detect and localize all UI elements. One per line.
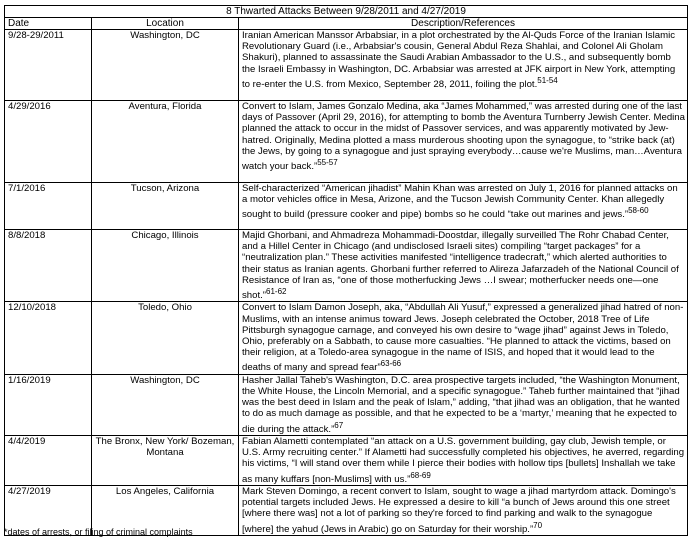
row-location: Toledo, Ohio xyxy=(92,302,239,374)
row-location: Washington, DC xyxy=(92,374,239,435)
row-location: Washington, DC xyxy=(92,30,239,101)
row-date: 4/29/2016 xyxy=(5,101,92,183)
column-header-date: Date xyxy=(5,18,92,30)
row-description: Self-characterized “American jihadist” Mahin Khan was arrested on July 1, 2016 for planned attacks on a motor vehicles office in Mesa, Arizone, and the Tucson Jewish Community Center. Khan allegedly sought to build (pressure cooker and pipe) bombs so he could “take out marines and jews.”$^{58-60}$ xyxy=(239,183,688,230)
row-location: Aventura, Florida xyxy=(92,101,239,183)
reference-superscript: 58-60 xyxy=(628,206,649,216)
row-date: 4/27/2019 xyxy=(5,486,92,536)
column-header-description: Description/References xyxy=(239,18,688,30)
table-title: 8 Thwarted Attacks Between 9/28/2011 and 4/27/2019 xyxy=(5,6,688,18)
reference-superscript: 63-66 xyxy=(380,359,402,369)
row-date: 8/8/2018 xyxy=(5,230,92,302)
row-date: 12/10/2018 xyxy=(5,302,92,374)
reference-superscript: 68-69 xyxy=(410,470,431,480)
row-date: 9/28-29/2011 xyxy=(5,30,92,101)
row-location: Tucson, Arizona xyxy=(92,183,239,230)
row-description: Hasher Jallal Taheb's Washington, D.C. area prospective targets included, “the Washington Monument, the White House, the Lincoln Memorial, and a specific synagogue.” Taheb further maintained that “jihad was the best deed in Islam and the peak of Islam,” adding, “that jihad was an obligation, that he wanted to do as much damage as possible, and that he expected to be a ‘martyr,’ meaning that he expected to die during the attack.”$^{67}$ xyxy=(239,374,688,435)
row-date: 4/4/2019 xyxy=(5,436,92,486)
reference-superscript: 55-57 xyxy=(317,158,338,168)
row-location: Chicago, Illinois xyxy=(92,230,239,302)
row-description: Majid Ghorbani, and Ahmadreza Mohammadi-Doostdar, illegally surveilled The Rohr Chabad Center, and a Hillel Center in Chicago (and undisclosed Israeli sites) compiling “target packages” for a “neutralization plan.” These activities manifested “intelligence tradecraft,” which alerted authorities to their status as Iranian agents. Ghorbani further referred to Alireza Jafarzadeh of the National Council of Resistance of Iran as, “one of those motherfucking Jews …I swear; motherfucker needs one—one shot.”$^{61-62}$ xyxy=(239,230,688,302)
row-description: Fabian Alametti contemplated “an attack on a U.S. government building, gay club, Jewish temple, or U.S. Army recruiting center.” If Alametti had successfully completed his objectives, he averred, regarding his victims, “I will stand over them while I pierce their bodies with hollow tips [bullets] Inshallah we take as many kuffars [non-Muslims] with us.”$^{68-69}$ xyxy=(239,436,688,486)
footnote: *dates of arrests, or filing of criminal complaints xyxy=(4,527,193,537)
table-row xyxy=(5,230,688,302)
column-header-location: Location xyxy=(92,18,239,30)
thwarted-attacks-table xyxy=(4,5,688,536)
table-row xyxy=(5,101,688,183)
row-date: 1/16/2019 xyxy=(5,374,92,435)
row-location: Los Angeles, California xyxy=(92,486,239,536)
row-description: Iranian American Manssor Arbabsiar, in a plot orchestrated by the Al-Quds Force of the Iranian Islamic Revolutionary Guard (i.e., Arbabsiar's cousin, General Abdul Reza Shahlai, and Colonel Ali Gholam Shakuri), planned to assassinate the Saudi Arabian Ambassador to the U.S., and subsequently bomb the Israeli Embassy in Washington, DC. Arbabsiar was arrested at JFK airport in New York, attempting to re-enter the U.S. from Mexico, September 28, 2011, foiling the plot.$^{51-54}$ xyxy=(239,30,688,101)
reference-superscript: 70 xyxy=(533,520,543,530)
reference-superscript: 61-62 xyxy=(266,287,287,297)
table-row xyxy=(5,30,688,101)
reference-superscript: 51-54 xyxy=(537,75,558,85)
table-row xyxy=(5,183,688,230)
row-description: Convert to Islam, James Gonzalo Medina, aka “James Mohammed,” was arrested during one of the last days of Passover (April 29, 2016), for attempting to bomb the Aventura Turnberry Jewish Center. Medina planned the attack to occur in the midst of Passover services, and was apparently motivated by Jew-hatred. Originally, Medina plotted a mass murderous shooting upon the synagogue, to “strike back (at) the Jews, by going to a synagogue and just spraying everybody…cause we're Muslims, man…Aventura watch your back.”$^{55-57}$ xyxy=(239,101,688,183)
table-row xyxy=(5,436,688,486)
row-description: Convert to Islam Damon Joseph, aka, “Abdullah Ali Yusuf,” expressed a generalized jihad hatred of non-Muslims, with an intense animus toward Jews. Joseph celebrated the October, 2018 Tree of Life Pittsburgh synagogue carnage, and conveyed his own desire to “wage jihad” against Jews in Toledo, Ohio, preferably on a Sabbath, to cause more casualties. “He planned to attack the victims, based on their religion, at a Toledo-area synagogue in the name of ISIS, and hoped that it would lead to the deaths of many and spread fear”$^{63-66}$ xyxy=(239,302,688,374)
table-row xyxy=(5,302,688,374)
row-description: Mark Steven Domingo, a recent convert to Islam, sought to wage a jihad martyrdom attack. Domingo's potential targets included Jews. He expressed a desire to kill “a bunch of Jews around this one street [where there was] not a lot of parking so they're forced to find parking and walk to the synagogue [where] the yahud (Jews in Arabic) go on Saturday for their worship.”$^{70}$ xyxy=(239,486,688,536)
row-date: 7/1/2016 xyxy=(5,183,92,230)
table-row xyxy=(5,374,688,435)
reference-superscript: 67 xyxy=(334,420,344,430)
row-location: The Bronx, New York/ Bozeman, Montana xyxy=(92,436,239,486)
